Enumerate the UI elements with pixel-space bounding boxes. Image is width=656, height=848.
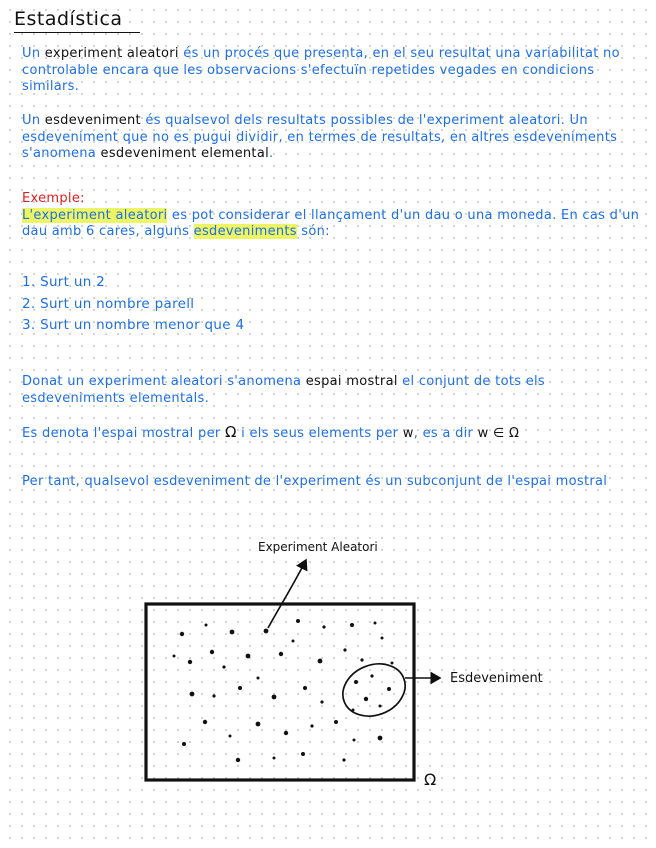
sample-point [381,637,384,640]
text-segment: el conjunt de tots els esdeveniments elementals. [22,374,546,406]
sample-point [318,659,323,664]
sample-point [236,758,240,762]
text-segment: Es denota l'espai mostral per [22,426,225,441]
sample-point [205,624,208,627]
sample-point [342,758,345,761]
sample-point [322,625,325,628]
sample-point [391,662,394,665]
sample-point [364,697,368,701]
sample-point [246,654,251,659]
omega-symbol: Ω [224,423,237,441]
sample-point [379,705,382,708]
sample-point [334,720,338,724]
sample-point [203,720,207,724]
sample-point [180,632,184,636]
sample-point [310,724,313,727]
example-label: Exemple: [22,191,85,206]
sample-point [292,640,295,643]
label-experiment-aleatori: Experiment Aleatori [258,540,378,554]
sample-point [273,757,276,760]
sample-point [190,692,195,697]
sample-point [257,677,260,680]
sample-point [272,695,277,700]
sample-point [222,665,225,668]
arrow-experiment [268,560,306,628]
sample-point [354,680,358,684]
text-segment: Un [22,46,45,61]
text-segment: . [269,146,274,161]
highlight-experiment-aleatori: L'experiment aleatori [22,207,168,223]
text-segment: és qualsevol dels resultats possibles de l'experiment aleatori. Un esdeveniment que no es pugui dividir, en termes de resultats, en altres esdeveniments s'anomena [22,113,618,161]
keyword-experiment-aleatori: experiment aleatori [44,46,179,61]
highlight-esdeveniments: esdeveniments [193,224,297,239]
text-segment: és un procés que presenta, en el seu resultat una variabilitat no controlable encara que les observacions s'efectuïn repetides vegades en condicions similars. [22,46,620,94]
page-title: Estadística [14,8,123,30]
label-esdeveniment: Esdeveniment [450,671,543,686]
keyword-espai-mostral: espai mostral [305,374,398,389]
text-segment: i els seus elements per [236,426,403,441]
sample-point [370,674,373,677]
sample-point [284,731,288,735]
text-segment: Un [22,113,45,128]
sample-point [301,752,305,756]
list-item: 3. Surt un nombre menor que 4 [22,317,245,333]
list-item: 2. Surt un nombre parell [22,295,195,312]
sample-point [230,630,235,635]
text-segment: Donat un experiment aleatori s'anomena [22,374,306,389]
sample-point [378,736,383,741]
keyword-esdeveniment-elemental: esdeveniment elemental [100,146,269,161]
sample-point [387,687,391,691]
sample-point [350,623,354,627]
text-segment: són: [296,224,330,239]
sample-point [352,709,355,712]
sample-point [210,650,214,654]
sample-point [353,739,356,742]
label-omega: Ω [424,770,437,789]
sample-point [320,700,323,703]
list-item: 1. Surt un 2 [22,274,106,290]
sample-points [173,619,394,762]
sample-point [343,648,346,651]
sample-point [229,735,232,738]
sample-point [374,622,377,625]
sample-point [264,629,269,634]
conclusion-paragraph: Per tant, qualsevol esdeveniment de l'experiment és un subconjunt de l'espai mostral [22,474,608,489]
sample-point [238,686,242,690]
text-segment: , es a dir [413,426,478,441]
sample-point [182,742,186,746]
element-symbol: w [402,426,414,441]
sample-point [360,658,363,661]
text-segment: es pot considerar el llançament d'un dau o una moneda. En cas d'un dau amb 6 cares, alguns [22,207,640,239]
sample-point [173,655,176,658]
event-ellipse [335,655,413,725]
sample-point [212,694,215,697]
membership-expression: w ∈ Ω [477,426,520,441]
sample-space-rectangle [146,604,414,780]
sample-point [279,652,283,656]
keyword-esdeveniment: esdeveniment [44,113,141,128]
sample-point [296,619,300,623]
sample-point [256,722,261,727]
sample-point [303,686,307,690]
sample-point [188,660,192,664]
